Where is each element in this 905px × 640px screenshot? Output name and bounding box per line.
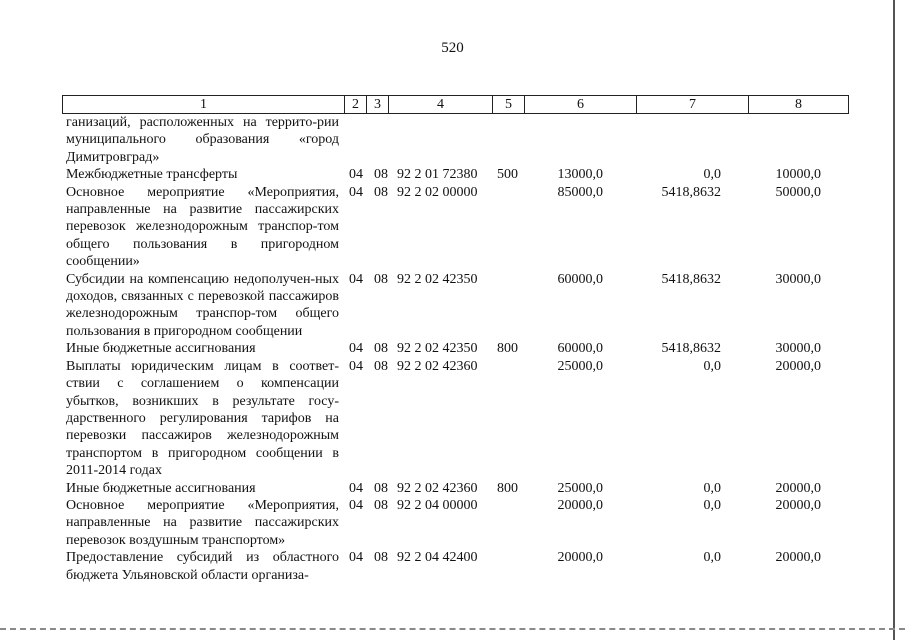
column-header-2: 2 <box>345 96 367 114</box>
subsection-code: 08 <box>374 167 388 183</box>
column-header-table <box>62 95 849 114</box>
row-description: Предоставление субсидий из областного бюджета Ульяновской области организа- <box>66 550 339 583</box>
section-code: 04 <box>349 167 363 183</box>
amount-col-6: 25000,0 <box>557 480 603 496</box>
row-description: Иные бюджетные ассигнования <box>66 341 256 357</box>
subsection-code: 08 <box>374 497 388 513</box>
row-description: Иные бюджетные ассигнования <box>66 480 256 496</box>
amount-col-7: 0,0 <box>703 167 721 183</box>
amount-col-7: 0,0 <box>703 550 721 566</box>
amount-col-6: 25000,0 <box>557 358 603 374</box>
subsection-code: 08 <box>374 271 388 287</box>
scan-right-edge <box>893 0 895 640</box>
amount-col-8: 20000,0 <box>775 480 821 496</box>
amount-col-8: 20000,0 <box>775 550 821 566</box>
target-article-code: 92 2 02 42360 <box>397 358 478 374</box>
amount-col-6: 85000,0 <box>557 184 603 200</box>
section-code: 04 <box>349 341 363 357</box>
row-description: Субсидии на компенсацию недополучен-ных доходов, связанных с перевозкой пассажиров железнодорожным транспор-том общего пользования в пригородном сообщении <box>66 271 339 339</box>
amount-col-7: 0,0 <box>703 497 721 513</box>
column-header-7: 7 <box>637 96 749 114</box>
table-row <box>0 271 893 341</box>
amount-col-8: 30000,0 <box>775 271 821 287</box>
table-row <box>0 114 893 166</box>
scan-bottom-edge <box>0 628 905 630</box>
table-row <box>0 497 893 549</box>
amount-col-6: 20000,0 <box>557 497 603 513</box>
table-row <box>0 340 893 357</box>
amount-col-7: 0,0 <box>703 480 721 496</box>
amount-col-6: 13000,0 <box>557 167 603 183</box>
row-description: Выплаты юридическим лицам в соответ-ствии с соглашением о компенсации убытков, возникших в результате госу-дарственного регулирования тарифов на перевозки пассажиров железнодорожным транспортом в пригородном сообщении в 2011-2014 годах <box>66 358 339 479</box>
amount-col-7: 5418,8632 <box>661 341 721 357</box>
column-header-3: 3 <box>367 96 389 114</box>
column-header-5: 5 <box>493 96 525 114</box>
subsection-code: 08 <box>374 550 388 566</box>
section-code: 04 <box>349 358 363 374</box>
target-article-code: 92 2 02 42350 <box>397 271 478 287</box>
table-row <box>0 480 893 497</box>
page-number: 520 <box>441 40 464 56</box>
expense-type-code: 500 <box>497 167 518 183</box>
column-header-4: 4 <box>389 96 493 114</box>
row-description: Основное мероприятие «Мероприятия, направленные на развитие пассажирских перевозок железнодорожным транспор-том общего пользования в пригородном сообщении» <box>66 184 339 270</box>
target-article-code: 92 2 02 00000 <box>397 184 478 200</box>
amount-col-8: 50000,0 <box>775 184 821 200</box>
column-header-1: 1 <box>63 96 345 114</box>
expense-type-code: 800 <box>497 341 518 357</box>
section-code: 04 <box>349 271 363 287</box>
amount-col-7: 5418,8632 <box>661 184 721 200</box>
section-code: 04 <box>349 480 363 496</box>
section-code: 04 <box>349 550 363 566</box>
subsection-code: 08 <box>374 184 388 200</box>
column-header-6: 6 <box>525 96 637 114</box>
row-description: ганизаций, расположенных на террито-рии муниципального образования «город Димитровград» <box>66 115 339 165</box>
target-article-code: 92 2 01 72380 <box>397 167 478 183</box>
section-code: 04 <box>349 184 363 200</box>
budget-table-body <box>0 114 893 584</box>
table-row <box>0 184 893 271</box>
subsection-code: 08 <box>374 341 388 357</box>
table-row <box>0 166 893 183</box>
target-article-code: 92 2 04 42400 <box>397 550 478 566</box>
row-description: Межбюджетные трансферты <box>66 167 238 183</box>
amount-col-7: 5418,8632 <box>661 271 721 287</box>
target-article-code: 92 2 04 00000 <box>397 497 478 513</box>
row-description: Основное мероприятие «Мероприятия, направленные на развитие пассажирских перевозок воздушным транспортом» <box>66 497 339 548</box>
amount-col-6: 60000,0 <box>557 271 603 287</box>
column-header-row <box>63 96 849 114</box>
target-article-code: 92 2 02 42350 <box>397 341 478 357</box>
amount-col-7: 0,0 <box>703 358 721 374</box>
column-header-8: 8 <box>749 96 849 114</box>
subsection-code: 08 <box>374 480 388 496</box>
amount-col-8: 20000,0 <box>775 497 821 513</box>
amount-col-6: 20000,0 <box>557 550 603 566</box>
amount-col-6: 60000,0 <box>557 341 603 357</box>
amount-col-8: 30000,0 <box>775 341 821 357</box>
table-row <box>0 549 893 584</box>
target-article-code: 92 2 02 42360 <box>397 480 478 496</box>
amount-col-8: 10000,0 <box>775 167 821 183</box>
amount-col-8: 20000,0 <box>775 358 821 374</box>
table-row <box>0 358 893 480</box>
expense-type-code: 800 <box>497 480 518 496</box>
section-code: 04 <box>349 497 363 513</box>
subsection-code: 08 <box>374 358 388 374</box>
